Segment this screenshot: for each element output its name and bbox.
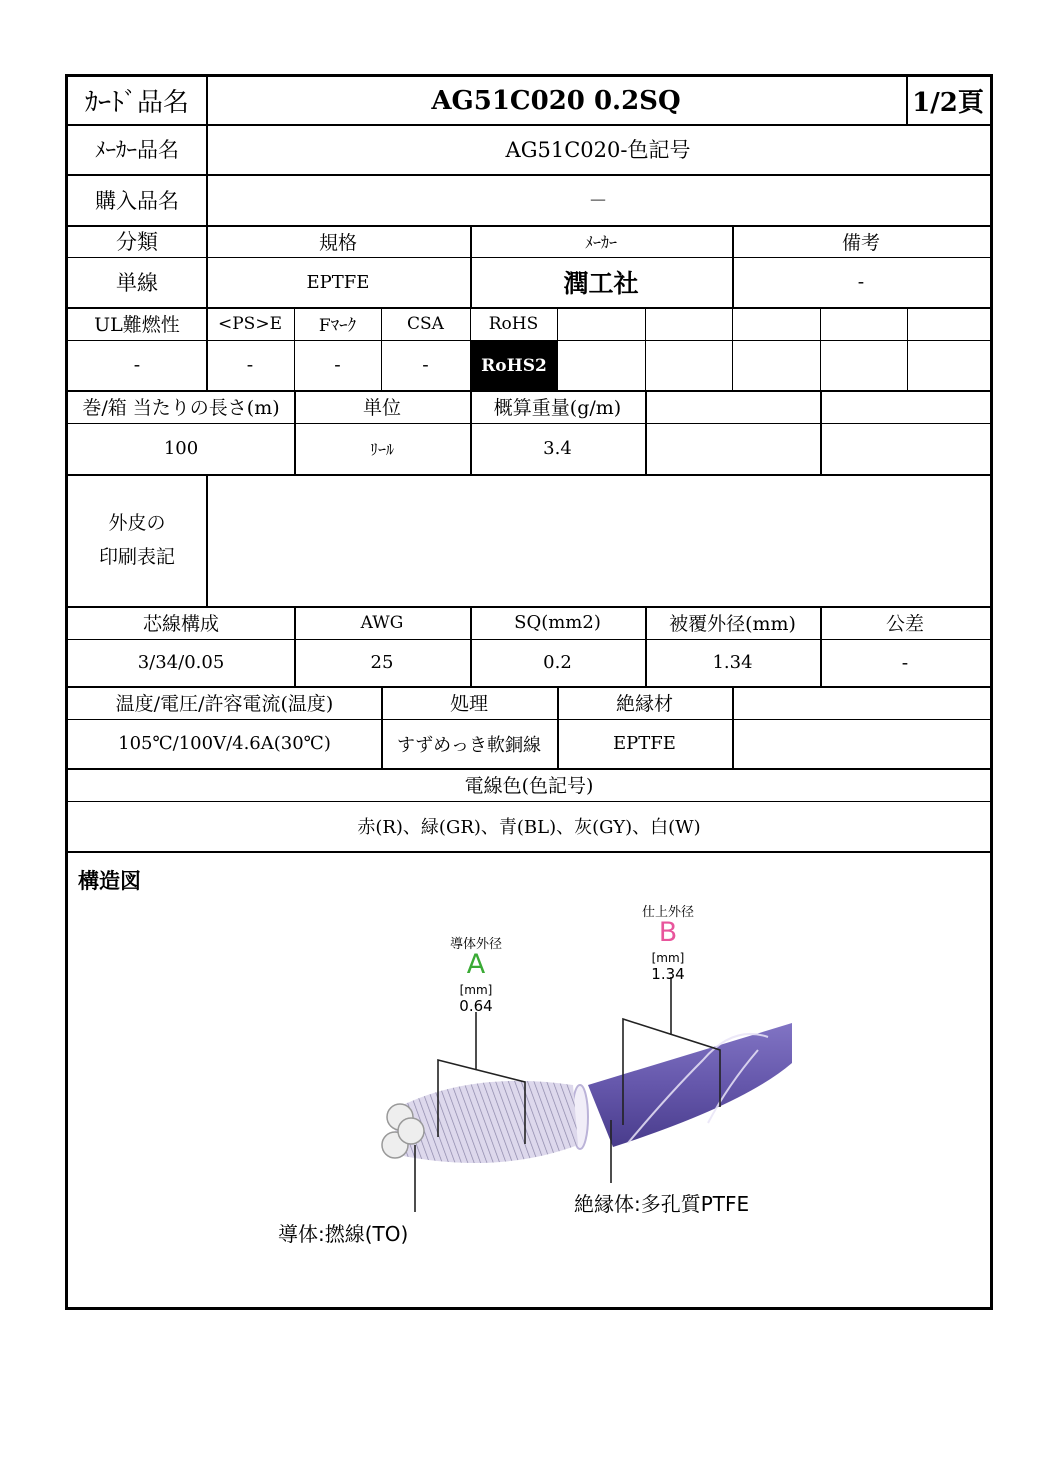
dimension-a-unit: [mm] <box>459 983 493 997</box>
conductor-label: 導体:撚線(TO) <box>278 1222 409 1246</box>
strand-end-3 <box>398 1118 424 1144</box>
dimension-a-value: 0.64 <box>459 997 493 1015</box>
strand-header: 芯線構成 <box>142 613 219 635</box>
length-value: 100 <box>163 438 199 459</box>
weight-value: 3.4 <box>543 438 572 459</box>
maker-value: 潤工社 <box>563 269 639 298</box>
awg-header: AWG <box>360 612 404 633</box>
rohs-header: RoHS <box>488 313 539 334</box>
purchase-name-label: 購入品名 <box>95 188 179 213</box>
awg-value: 25 <box>370 652 394 673</box>
treatment-header: 処理 <box>449 693 488 715</box>
wire-color-header: 電線色(色記号) <box>464 775 594 797</box>
purchase-name-value: － <box>588 190 608 212</box>
length-header: 巻/箱 当たりの長さ(m) <box>82 397 280 419</box>
sq-header: SQ(mm2) <box>514 612 601 633</box>
csa-header: CSA <box>407 313 444 334</box>
card-name-label: ｶｰﾄﾞ品名 <box>84 88 189 118</box>
ul-header: UL難燃性 <box>94 314 180 336</box>
dimension-a-letter: A <box>466 949 486 980</box>
ul-value: - <box>133 354 141 376</box>
od-header: 被覆外径(mm) <box>669 613 796 635</box>
pse-header: <PS>E <box>218 313 282 334</box>
cable-illustration <box>68 855 990 1307</box>
maker-part-label: ﾒｰｶｰ品名 <box>95 138 179 162</box>
dimension-a-caption: 導体外径 <box>449 937 502 952</box>
weight-header: 概算重量(g/m) <box>493 397 622 419</box>
rating-value: 105℃/100V/4.6A(30℃) <box>118 733 331 754</box>
diagram-title: 構造図 <box>78 869 141 893</box>
spec-header: 規格 <box>318 231 357 254</box>
dimension-b-caption: 仕上外径 <box>641 905 694 920</box>
page-number: 1/2頁 <box>912 88 984 118</box>
treatment-value: すずめっき軟銅線 <box>397 734 541 756</box>
print-label-line2: 印刷表記 <box>98 546 175 568</box>
remarks-value: - <box>857 271 865 293</box>
fmark-header: Fﾏｰｸ <box>318 316 357 336</box>
cable-jacket <box>588 1023 792 1147</box>
tolerance-value: - <box>901 651 909 674</box>
remarks-header: 備考 <box>841 231 880 254</box>
spec-sheet <box>65 74 993 1310</box>
dimension-b-unit: [mm] <box>651 951 685 965</box>
structure-diagram <box>68 855 990 1307</box>
insulation-value: EPTFE <box>613 733 676 754</box>
dimension-b-value: 1.34 <box>651 965 685 983</box>
tolerance-header: 公差 <box>885 613 924 635</box>
maker-header: ﾒｰｶｰ <box>584 232 617 252</box>
rohs2-badge: RoHS2 <box>471 341 557 390</box>
pse-value: - <box>246 354 254 376</box>
print-label-line1: 外皮の <box>108 512 166 534</box>
csa-value: - <box>422 354 429 376</box>
unit-header: 単位 <box>362 397 401 419</box>
insulation-header: 絶縁材 <box>615 693 673 715</box>
od-value: 1.34 <box>712 652 753 673</box>
card-name-value: AG51C020 0.2SQ <box>431 85 681 116</box>
dimension-b-letter: B <box>658 917 678 948</box>
insulation-label: 絶縁体:多孔質PTFE <box>574 1192 750 1216</box>
spec-value: EPTFE <box>306 271 370 293</box>
wire-color-value: 赤(R)、緑(GR)、青(BL)、灰(GY)、白(W) <box>357 817 701 838</box>
fmark-value: - <box>334 354 341 376</box>
rating-header: 温度/電圧/許容電流(温度) <box>115 693 334 715</box>
sq-value: 0.2 <box>543 652 572 673</box>
category-header: 分類 <box>116 230 158 254</box>
unit-value: ﾘｰﾙ <box>369 440 394 459</box>
print-label <box>68 474 206 606</box>
maker-part-value: AG51C020-色記号 <box>505 138 691 162</box>
category-value: 単線 <box>116 271 158 295</box>
strand-value: 3/34/0.05 <box>137 652 225 673</box>
